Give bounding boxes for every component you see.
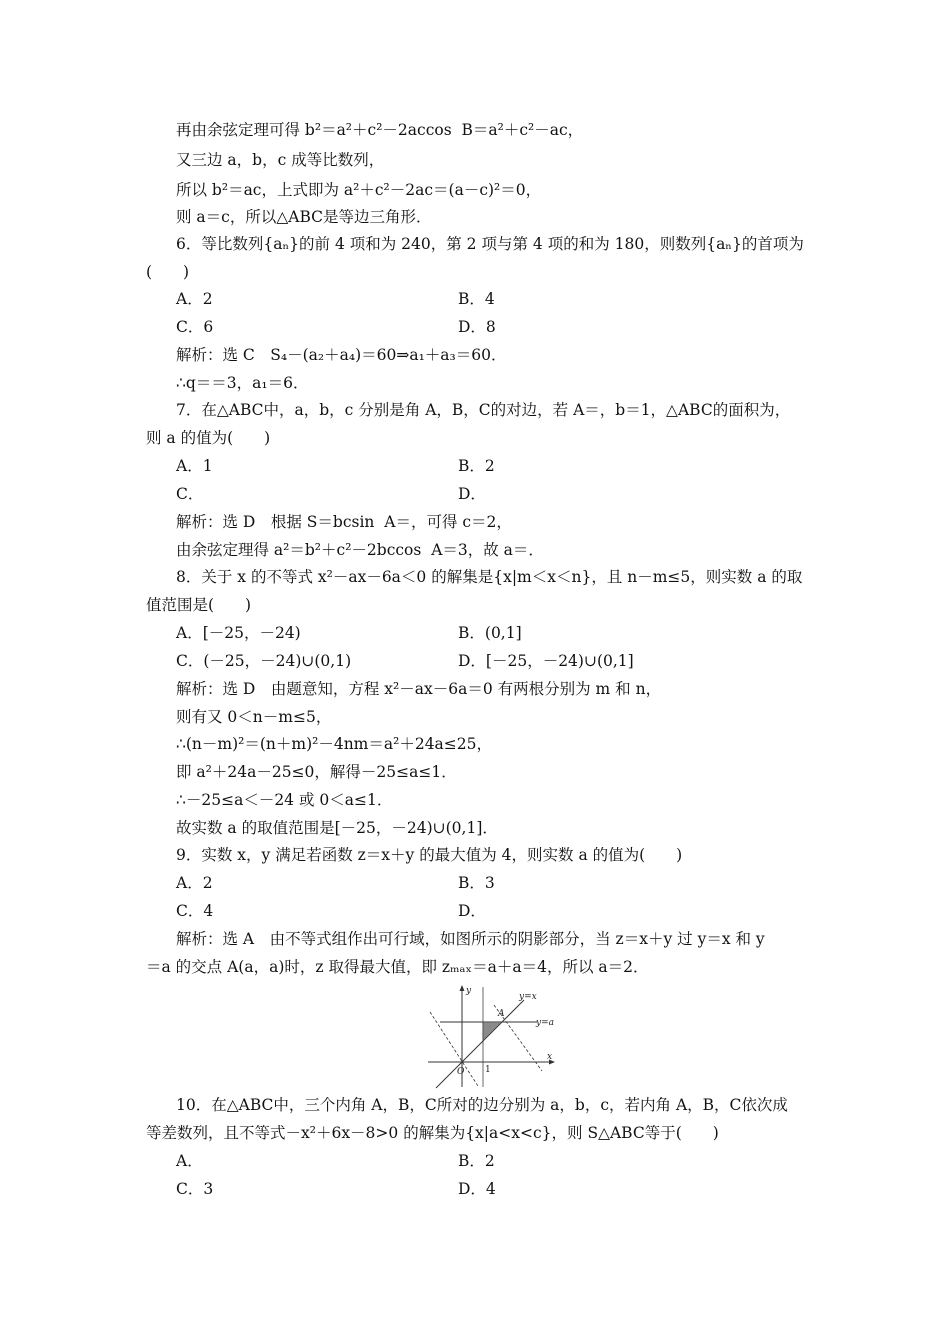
question-10-stem-cont: 等差数列，且不等式－x²＋6x－8>0 的解集为{x|a<x<c}，则 S△ABC等于( ) [146, 1124, 719, 1142]
option-c: C．3 [176, 1180, 214, 1198]
question-9-stem: 9．实数 x，y 满足若函数 z＝x＋y 的最大值为 4，则实数 a 的值为( ) [176, 846, 683, 864]
analysis-line: ∴－25≤a＜－24 或 0＜a≤1． [176, 791, 393, 809]
option-d: D．4 [458, 1180, 496, 1198]
y-axis-arrow-icon [460, 985, 465, 991]
question-7-stem: 7．在△ABC中，a，b，c 分别是角 A，B，C的对边，若 A＝，b＝1，△ABC的面积为， [176, 401, 791, 419]
question-7-stem-cont: 则 a 的值为( ) [146, 429, 271, 447]
analysis-line: 则有又 0＜n－m≤5， [176, 708, 332, 726]
analysis-line: ∴q＝＝3，a₁＝6． [176, 374, 309, 392]
option-a: A．1 [176, 457, 213, 475]
option-d: D． [458, 485, 486, 503]
option-d: D．[－25，－24)∪(0,1] [458, 652, 634, 670]
analysis-line: ＝a 的交点 A(a，a)时，z 取得最大值，即 zₘₐₓ＝a＋a＝4，所以 a＝2． [146, 958, 649, 976]
text-line: 所以 b²＝ac，上式即为 a²＋c²－2ac＝(a－c)²＝0， [176, 181, 542, 199]
y-axis-label: y [466, 986, 472, 996]
question-6-stem: 6．等比数列{aₙ}的前 4 项和为 240，第 2 项与第 4 项的和为 180，则数列{aₙ}的首项为 [176, 235, 804, 253]
text-line: 则 a＝c，所以△ABC是等边三角形． [176, 208, 432, 226]
origin-label: O [457, 1067, 465, 1077]
option-d: D． [458, 902, 486, 920]
analysis-line: ∴(n－m)²＝(n＋m)²－4nm＝a²＋24a≤25， [176, 735, 493, 753]
question-8-stem-cont: 值范围是( ) [146, 596, 252, 614]
shaded-region [483, 1022, 502, 1041]
text-line: 又三边 a，b，c 成等比数列， [176, 151, 385, 169]
option-b: B．4 [458, 290, 495, 308]
line-ya-label: y=a [536, 1018, 554, 1028]
x-axis-label: x [547, 1052, 553, 1062]
analysis-line: 解析：选 D 由题意知，方程 x²－ax－6a＝0 有两根分别为 m 和 n， [176, 680, 662, 698]
line-y-equals-x [436, 1000, 524, 1088]
tick-label-1: 1 [485, 1065, 491, 1075]
option-b: B．2 [458, 1152, 495, 1170]
point-a-label: A [498, 1009, 505, 1019]
analysis-line: 由余弦定理得 a²＝b²＋c²－2bccos A＝3，故 a＝． [176, 541, 544, 559]
option-a: A． [176, 1152, 203, 1170]
option-d: D．8 [458, 318, 496, 336]
option-c: C．4 [176, 902, 214, 920]
option-c: C．(－25，－24)∪(0,1) [176, 652, 352, 670]
analysis-line: 即 a²＋24a－25≤0，解得－25≤a≤1． [176, 763, 457, 781]
analysis-line: 故实数 a 的取值范围是[－25，－24)∪(0,1]． [176, 819, 498, 837]
question-6-bracket: ( ) [146, 263, 190, 281]
option-b: B．3 [458, 874, 495, 892]
option-c: C．6 [176, 318, 214, 336]
option-a: A．2 [176, 874, 213, 892]
objective-line-dashed [430, 1012, 478, 1086]
analysis-line: 解析：选 D 根据 S＝bcsin A＝，可得 c＝2， [176, 513, 512, 531]
option-b: B．(0,1] [458, 624, 522, 642]
question-8-stem: 8．关于 x 的不等式 x²－ax－6a＜0 的解集是{x|m＜x＜n}，且 n－m≤5，则实数 a 的取 [176, 568, 803, 586]
option-b: B．2 [458, 457, 495, 475]
line-yx-label: y=x [519, 992, 537, 1002]
text-line: 再由余弦定理可得 b²＝a²＋c²－2accos B＝a²＋c²－ac， [176, 121, 584, 139]
option-a: A．[－25，－24) [176, 624, 301, 642]
analysis-line: 解析：选 C S₄－(a₂＋a₄)＝60⇒a₁＋a₃＝60． [176, 346, 507, 364]
option-c: C． [176, 485, 204, 503]
option-a: A．2 [176, 290, 213, 308]
question-10-stem: 10．在△ABC中，三个内角 A，B，C所对的边分别为 a，b，c，若内角 A，B，C依次成 [176, 1096, 788, 1114]
analysis-line: 解析：选 A 由不等式组作出可行域，如图所示的阴影部分，当 z＝x＋y 过 y＝x 和 y [176, 930, 765, 948]
feasible-region-figure [424, 983, 558, 1091]
